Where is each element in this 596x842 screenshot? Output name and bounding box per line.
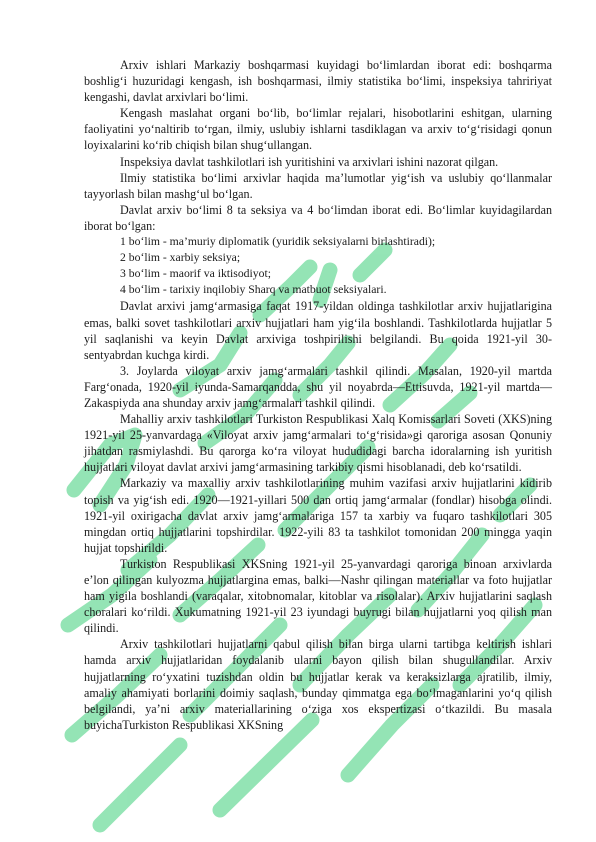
list-item: 1 bo‘lim - ma’muriy diplomatik (yuridik seksiyalarni birlashtiradi); [120,235,436,249]
paragraph: Davlat arxiv bo‘limi 8 ta seksiya va 4 bo‘limdan iborat edi. Bo‘limlar kuyidagilardan iborat bo‘lgan: [84,202,552,233]
paragraph: Arxiv ishlari Markaziy boshqarmasi kuyidagi bo‘limlardan iborat edi: boshqarma boshlig‘i huzuridagi kengash, ish boshqarmasi, ilmiy statistika bo‘limi, inspeksiya tahririyat kengashi, davlat arxivlari bo‘limi. [84,58,552,105]
paragraph: Markaziy va maxalliy arxiv tashkilotlarining muhim vazifasi arxiv hujjatlarini kidirib topish va yig‘ish edi. 1920—1921-yillari 500 dan ortiq jamg‘armalar (fondlar) hisobga olindi. 1921-yil oxirigacha davlat arxiv jamg‘armalariga 157 ta xarbiy va fuqaro tashkilotlari 305 mingdan ortiq hujjatlarini topshirdilar. 1922-yili 83 ta tashkilot tomonidan 200 mingga yaqin hujjat topshirildi. [84,476,552,555]
list-item: 2 bo‘lim - xarbiy seksiya; [120,251,241,265]
list-item: 4 bo‘lim - tarixiy inqilobiy Sharq va matbuot seksiyalari. [120,283,387,297]
watermark-stroke [220,720,312,810]
paragraph: Mahalliy arxiv tashkilotlari Turkiston Respublikasi Xalq Komissarlari Soveti (XKS)ning 1921-yil 25-yanvardaga «Viloyat arxiv jamg‘armalari to‘g‘risida»gi qaroriga asosan Qonuniy jihatdan rasmiylashdi. Bu qarorga ko‘ra viloyat hududidagi barcha idoralarning ish yuritish hujjatlari viloyat davlat arxivi jamg‘armasining tarkibiy qismi hisoblanadi, deb ko‘rsatildi. [84,412,552,475]
paragraph: Davlat arxivi jamg‘armasiga faqat 1917-yildan oldinga tashkilotlar arxiv hujjatlarigina emas, balki sovet tashkilotlari arxiv hujjatlari ham yig‘ila boshlandi. Tashkilotlarda hujjatlar 5 yil saqlanishi va keyin Davlat arxiviga toshpirilishi belgilandi. Bu qoida 1921-yil 30-sentyabrdan kuchga kirdi. [84,299,552,362]
paragraph: Ilmiy statistika bo‘limi arxivlar haqida ma’lumotlar yig‘ish va uslubiy qo‘llanmalar tayyorlash bilan mashg‘ul bo‘lgan. [84,170,552,201]
list-item: 3 bo‘lim - maorif va iktisodiyot; [120,267,271,281]
paragraph: Turkiston Respublikasi XKSning 1921-yil 25-yanvardagi qaroriga binoan arxivlarda e’lon qilingan kulyozma hujjatlargina emas, balki—Nashr qilingan materiallar va foto hujjatlar ham yigila boshlandi (varaqalar, xitobnomalar, kitoblar va risolalar). Arxiv hujjatlarini saqlash choralari ko‘rildi. Xukumatning 1921-yil 23 iyundagi buyrugi bilan hujjatlarni yoq qilish man qilindi. [84,556,552,636]
paragraph: 3. Joylarda viloyat arxiv jamg‘armalari tashkil qilindi. Masalan, 1920-yil martda Farg‘onada, 1920-yil iyunda-Samarqandda, shu yil noyabrda—Ettisuvda, 1921-yil martda—Zakaspiyda ana shunday arxiv jamg‘armalari tashkil qilindi. [84,363,552,410]
paragraph: Arxiv tashkilotlari hujjatlarni qabul qilish bilan birga ularni tartibga keltirish ishlari hamda arxiv hujjatlaridan foydalanib ularni bayon qilish bilan shugullandilar. Arxiv hujjatlarning ro‘yxatini tuzishdan oldin bu hujjatlar kerak va keraksizlarga ajratilib, ilmiy, amaliy ahamiyati borlarini doimiy saqlash, bunday qimmatga ega bo‘lmaganlarini yo‘q qilish belgilandi, ya’ni arxiv materiallarining o‘ziga xos ekspertizasi o‘tkazildi. Bu masala buyichaTurkiston Respublikasi XKSning [84,637,552,732]
document-body [84,57,552,733]
paragraph: Inspeksiya davlat tashkilotlari ish yuritishini va arxivlari ishini nazorat qilgan. [120,154,499,169]
watermark-stroke [100,745,180,825]
paragraph: Kengash maslahat organi bo‘lib, bo‘limlar rejalari, hisobotlarini eshitgan, ularning faoliyatini yo‘naltirib to‘rgan, ilmiy, uslubiy ishlarni tasdiklagan va arxiv to‘g‘risidagi qonun loyixalarini ko‘rib chiqish bilan shug‘ullangan. [84,106,552,153]
